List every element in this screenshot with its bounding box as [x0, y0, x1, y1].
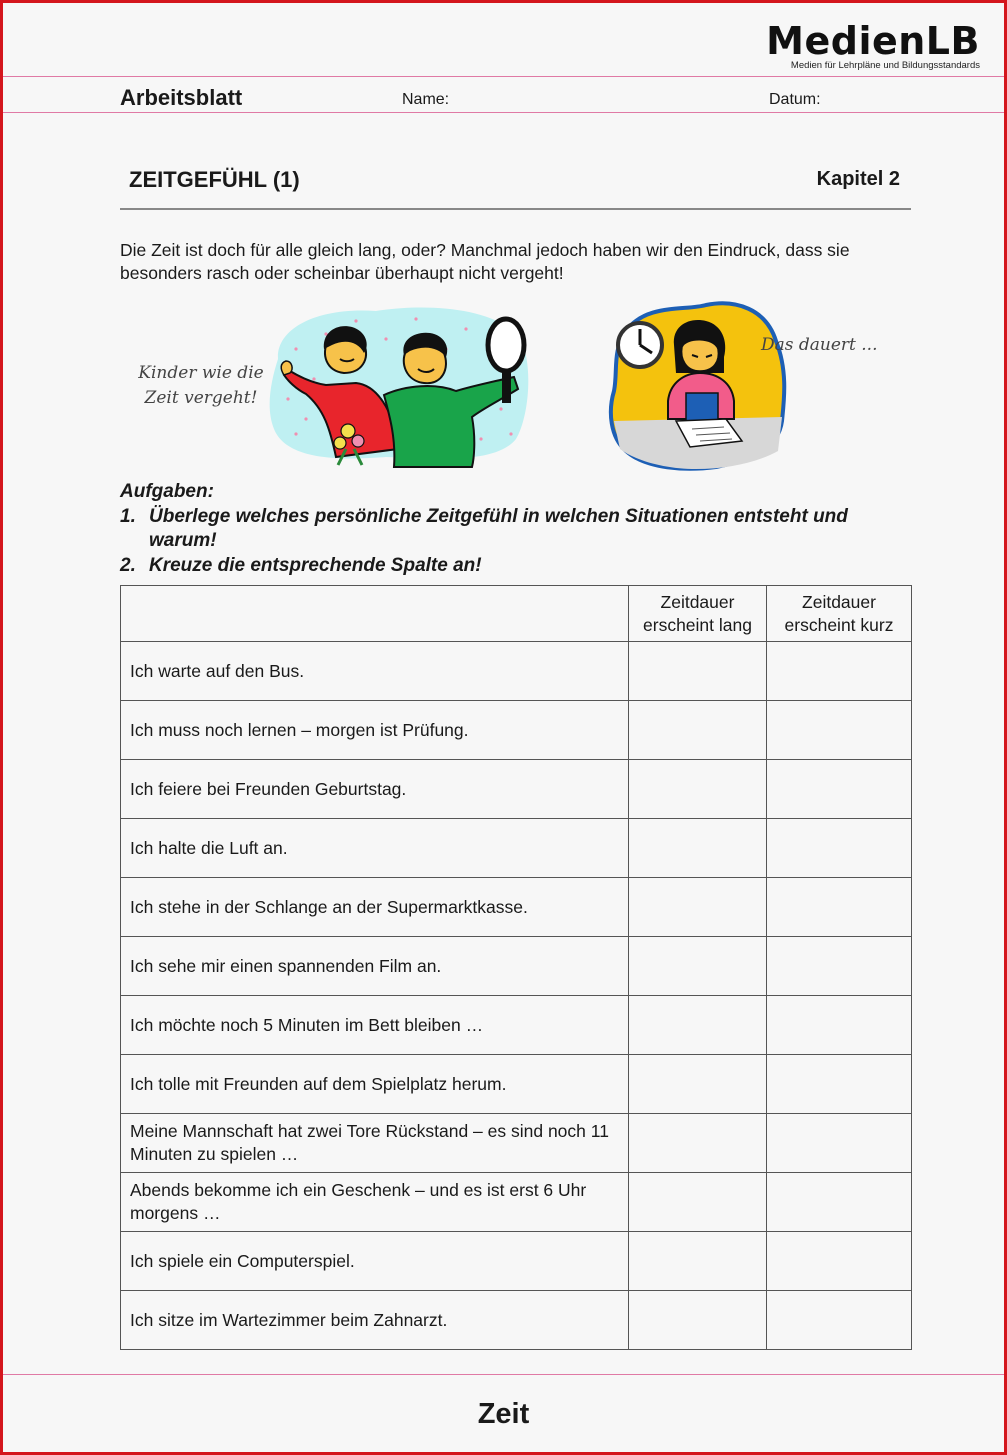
short-duration-checkbox-cell[interactable]: [767, 937, 912, 996]
table-row: [121, 937, 912, 996]
short-duration-checkbox-cell[interactable]: [767, 701, 912, 760]
long-duration-checkbox-cell[interactable]: [629, 819, 767, 878]
task-number: 2.: [120, 554, 136, 576]
short-duration-checkbox-cell[interactable]: [767, 819, 912, 878]
table-row: [121, 878, 912, 937]
short-duration-checkbox-cell[interactable]: [767, 878, 912, 937]
table-row: [121, 701, 912, 760]
clock-icon: [618, 323, 662, 367]
situation-cell: Ich sitze im Wartezimmer beim Zahnarzt.: [121, 1291, 629, 1350]
long-duration-checkbox-cell[interactable]: [629, 1232, 767, 1291]
short-duration-checkbox-cell[interactable]: [767, 1114, 912, 1173]
right-caption: Das dauert ...: [761, 335, 878, 355]
situation-header: [121, 586, 629, 642]
short-duration-checkbox-cell[interactable]: [767, 642, 912, 701]
situation-cell: Ich möchte noch 5 Minuten im Bett bleiben …: [121, 996, 629, 1055]
task-text: Überlege welches persönliche Zeitgefühl in welchen Situationen entsteht und warum!: [149, 505, 848, 551]
long-duration-checkbox-cell[interactable]: [629, 642, 767, 701]
table-row: [121, 1114, 912, 1173]
footer-line: [3, 1374, 1004, 1375]
situation-cell: Ich halte die Luft an.: [121, 819, 629, 878]
left-caption-line1: Kinder wie die: [138, 363, 264, 383]
long-duration-checkbox-cell[interactable]: [629, 1173, 767, 1232]
long-duration-checkbox-cell[interactable]: [629, 996, 767, 1055]
situations-table: [120, 585, 912, 1350]
short-duration-checkbox-cell[interactable]: [767, 1291, 912, 1350]
topic-divider: [120, 208, 911, 210]
situation-cell: Meine Mannschaft hat zwei Tore Rückstand – es sind noch 11 Minuten zu spielen …: [121, 1114, 629, 1173]
table-row: [121, 760, 912, 819]
tasks-section: [120, 480, 920, 578]
long-duration-checkbox-cell[interactable]: [629, 1114, 767, 1173]
task-item: [120, 505, 920, 554]
table-row: [121, 819, 912, 878]
intro-text: Die Zeit ist doch für alle gleich lang, oder? Manchmal jedoch haben wir den Eindruck, dass sie besonders rasch oder scheinbar überhaupt nicht vergeht!: [120, 240, 850, 283]
situation-cell: Ich stehe in der Schlange an der Supermarktkasse.: [121, 878, 629, 937]
left-caption-line2: Zeit vergeht!: [144, 388, 258, 408]
task-item: [120, 554, 920, 579]
situation-cell: Ich sehe mir einen spannenden Film an.: [121, 937, 629, 996]
table-row: [121, 1173, 912, 1232]
topic-title: ZEITGEFÜHL (1): [129, 167, 300, 192]
date-label: Datum:: [769, 91, 821, 108]
worksheet-label: Arbeitsblatt: [120, 85, 243, 110]
table-row: [121, 996, 912, 1055]
chapter-label: Kapitel 2: [816, 168, 900, 190]
situation-cell: Ich tolle mit Freunden auf dem Spielplatz herum.: [121, 1055, 629, 1114]
short-duration-checkbox-cell[interactable]: [767, 760, 912, 819]
table-row: [121, 642, 912, 701]
situation-cell: Abends bekomme ich ein Geschenk – und es ist erst 6 Uhr morgens …: [121, 1173, 629, 1232]
header-line-top: [3, 76, 1004, 77]
situation-cell: Ich muss noch lernen – morgen ist Prüfung.: [121, 701, 629, 760]
long-duration-checkbox-cell[interactable]: [629, 760, 767, 819]
left-caption: [131, 361, 271, 411]
short-duration-checkbox-cell[interactable]: [767, 1173, 912, 1232]
long-duration-checkbox-cell[interactable]: [629, 1291, 767, 1350]
long-duration-checkbox-cell[interactable]: [629, 937, 767, 996]
brand-logo: [766, 21, 980, 71]
situation-cell: Ich warte auf den Bus.: [121, 642, 629, 701]
task-number: 1.: [120, 505, 136, 527]
situation-cell: Ich spiele ein Computerspiel.: [121, 1232, 629, 1291]
brand-tagline: Medien für Lehrpläne und Bildungsstandards: [790, 60, 980, 71]
table-row: [121, 1291, 912, 1350]
short-duration-checkbox-cell[interactable]: [767, 996, 912, 1055]
short-duration-checkbox-cell[interactable]: [767, 1055, 912, 1114]
name-label: Name:: [402, 91, 450, 108]
brand-name: MedienLB: [766, 19, 980, 63]
table-row: [121, 1232, 912, 1291]
girl-at-desk-illustration: [606, 301, 790, 473]
footer-topic: Zeit: [477, 1398, 530, 1430]
long-duration-header: Zeitdauer erscheint lang: [629, 586, 767, 642]
children-waving-illustration: [266, 299, 536, 471]
short-duration-header: Zeitdauer erscheint kurz: [767, 586, 912, 642]
table-header-row: [121, 586, 912, 642]
table-row: [121, 1055, 912, 1114]
task-text: Kreuze die entsprechende Spalte an!: [149, 554, 482, 576]
header-line-bottom: [3, 112, 1004, 113]
tasks-heading: Aufgaben:: [120, 481, 214, 502]
long-duration-checkbox-cell[interactable]: [629, 1055, 767, 1114]
long-duration-checkbox-cell[interactable]: [629, 878, 767, 937]
short-duration-checkbox-cell[interactable]: [767, 1232, 912, 1291]
situation-cell: Ich feiere bei Freunden Geburtstag.: [121, 760, 629, 819]
long-duration-checkbox-cell[interactable]: [629, 701, 767, 760]
